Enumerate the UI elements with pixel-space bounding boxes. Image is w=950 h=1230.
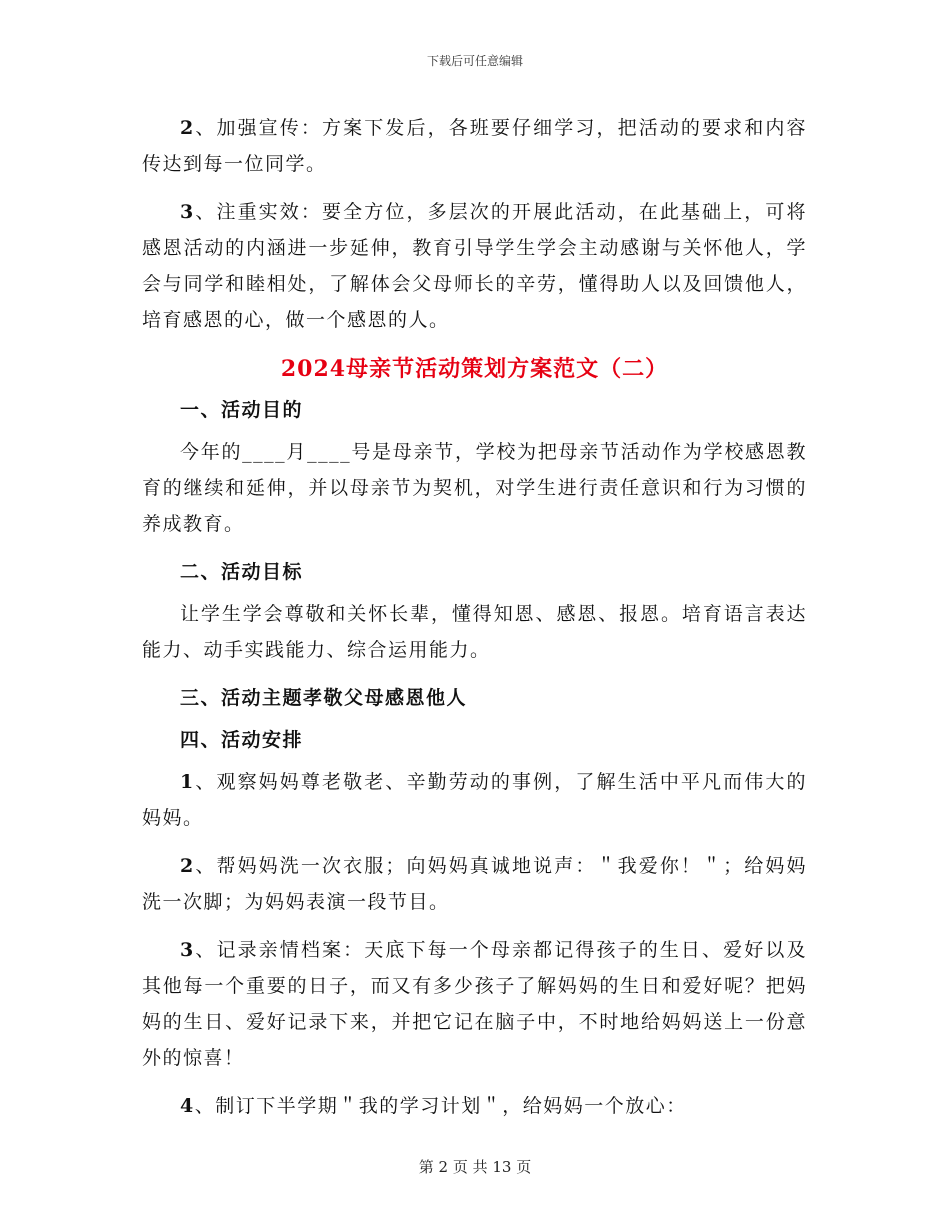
arrangement-item-1	[142, 764, 807, 836]
document-body	[142, 110, 807, 1136]
item-text: 、加强宣传：方案下发后，各班要仔细学习，把活动的要求和内容传达到每一位同学。	[142, 117, 807, 175]
item-number: 2	[180, 855, 195, 877]
arrangement-item-4	[142, 1088, 807, 1124]
item-number: 2	[180, 117, 195, 139]
item-number: 4	[180, 1095, 195, 1117]
item-text: 、观察妈妈尊老敬老、辛勤劳动的事例，了解生活中平凡而伟大的妈妈。	[142, 771, 807, 829]
paragraph-activity-target: 让学生学会尊敬和关怀长辈，懂得知恩、感恩、报恩。培育语言表达能力、动手实践能力、综合运用能力。	[142, 603, 807, 661]
page-footer: 第 2 页 共 13 页	[418, 1158, 532, 1176]
heading-activity-purpose: 一、活动目的	[180, 399, 304, 421]
paragraph-activity-purpose: 今年的____月____号是母亲节，学校为把母亲节活动作为学校感恩教育的继续和延伸，并以母亲节为契机，对学生进行责任意识和行为习惯的养成教育。	[142, 441, 807, 535]
item-number: 3	[180, 201, 195, 223]
paragraph-promotion	[142, 110, 807, 182]
item-text: 、制订下半学期＂我的学习计划＂，给妈妈一个放心：	[194, 1095, 687, 1117]
heading-activity-target: 二、活动目标	[180, 561, 304, 583]
item-text: 、记录亲情档案：天底下每一个母亲都记得孩子的生日、爱好以及其他每一个重要的日子，而又有多少孩子了解妈妈的生日和爱好呢？把妈妈的生日、爱好记录下来，并把它记在脑子中，不时地给妈妈送上一份意外的惊喜！	[142, 939, 807, 1069]
page-header: 下载后可任意编辑	[426, 54, 523, 68]
item-text: 、注重实效：要全方位，多层次的开展此活动，在此基础上，可将感恩活动的内涵进一步延伸，教育引导学生学会主动感谢与关怀他人，学会与同学和睦相处，了解体会父母师长的辛劳，懂得助人以及回馈他人，培育感恩的心，做一个感恩的人。	[142, 201, 807, 331]
heading-activity-arrangement: 四、活动安排	[180, 729, 304, 751]
arrangement-item-3	[142, 932, 807, 1076]
item-number: 3	[180, 939, 195, 961]
arrangement-item-2	[142, 848, 807, 920]
item-number: 1	[180, 771, 195, 793]
item-text: 、帮妈妈洗一次衣服；向妈妈真诚地说声：＂我爱你！＂；给妈妈洗一次脚；为妈妈表演一段节目。	[142, 855, 807, 913]
document-title: 2024母亲节活动策划方案范文（二）	[280, 356, 669, 382]
heading-activity-theme: 三、活动主题孝敬父母感恩他人	[180, 687, 468, 709]
paragraph-effectiveness	[142, 194, 807, 338]
